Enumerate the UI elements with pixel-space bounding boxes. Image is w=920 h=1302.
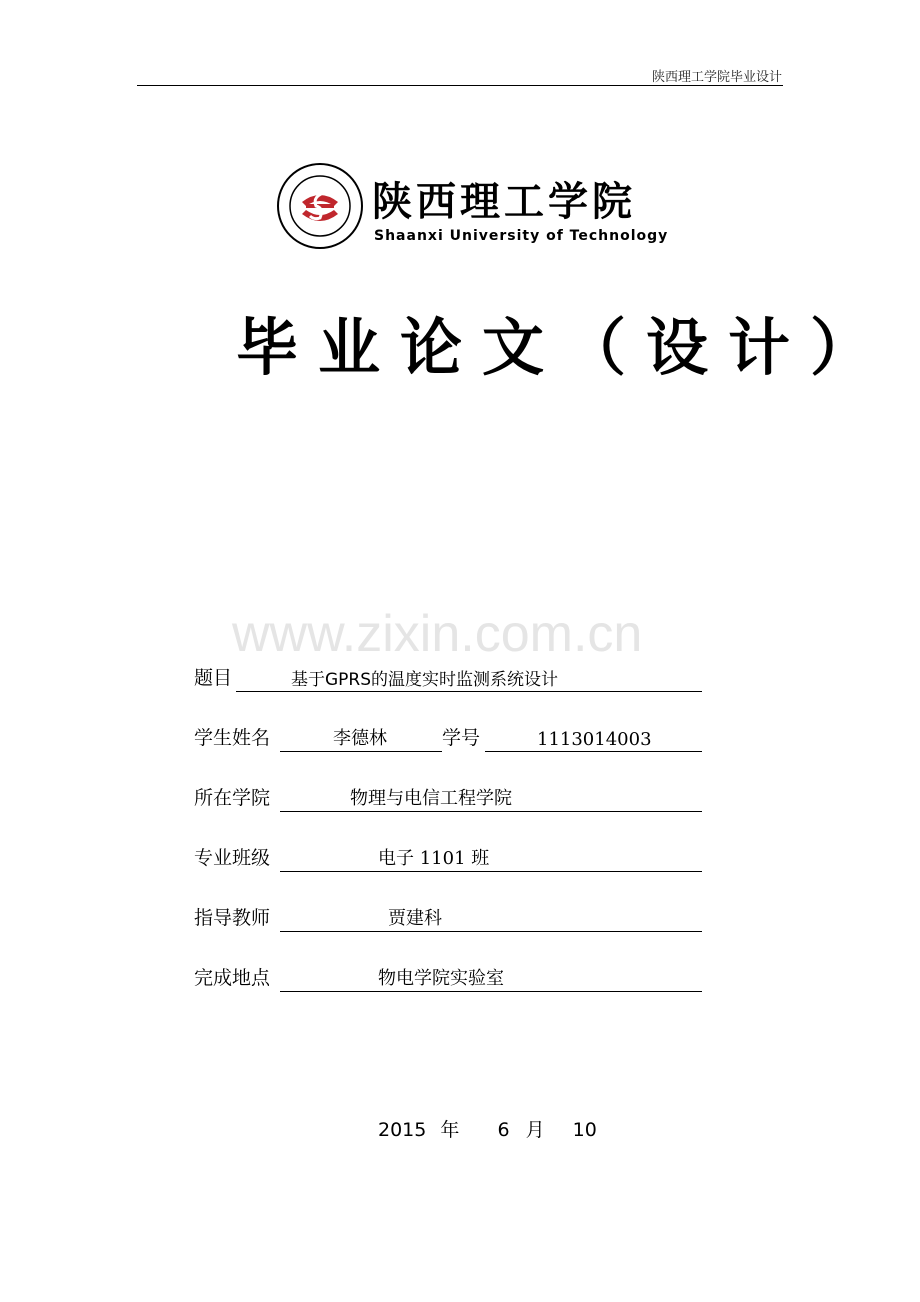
field-topic-label: 题目 (194, 667, 233, 689)
date-year-unit: 年 (440, 1119, 460, 1141)
university-name-en: Shaanxi University of Technology (374, 228, 669, 244)
field-class-value: 电子 1101 班 (378, 848, 490, 869)
watermark: www.zixin.com.cn (232, 605, 643, 663)
field-topic-value: 基于GPRS的温度实时监测系统设计 (291, 670, 559, 690)
field-advisor-underline (280, 931, 702, 932)
field-location-underline (280, 991, 702, 992)
field-student-id-value: 1113014003 (537, 729, 652, 750)
header-rule (137, 85, 783, 86)
university-name-cn: 陕西理工学院 (372, 178, 636, 225)
date-month-unit: 月 (525, 1119, 545, 1141)
field-advisor-value: 贾建科 (388, 908, 442, 929)
date-month: 6 (497, 1119, 510, 1141)
completion-date (378, 1115, 597, 1142)
field-advisor-label: 指导教师 (194, 907, 271, 929)
field-class-underline (280, 871, 702, 872)
field-topic (194, 662, 702, 692)
field-class (194, 842, 702, 872)
field-student-id-label: 学号 (442, 727, 481, 749)
date-day: 10 (572, 1119, 597, 1141)
field-location (194, 962, 702, 992)
field-student-name-label: 学生姓名 (194, 727, 271, 749)
field-advisor (194, 902, 702, 932)
field-location-label: 完成地点 (194, 967, 271, 989)
date-year: 2015 (378, 1119, 427, 1141)
university-emblem-icon (276, 162, 364, 250)
field-student-id-underline (485, 751, 702, 752)
field-class-label: 专业班级 (194, 847, 271, 869)
field-student-name-value: 李德林 (333, 728, 387, 749)
field-student-name-underline (280, 751, 442, 752)
page-header-text: 陕西理工学院毕业设计 (651, 70, 782, 85)
field-college-value: 物理与电信工程学院 (350, 788, 512, 809)
field-student (194, 722, 702, 752)
field-college-label: 所在学院 (194, 787, 271, 809)
field-topic-underline (236, 691, 702, 692)
field-college-underline (280, 811, 702, 812)
document-title: 毕业论文（设计） (236, 311, 893, 384)
university-logo (276, 158, 676, 254)
field-location-value: 物电学院实验室 (378, 968, 504, 989)
field-college (194, 782, 702, 812)
